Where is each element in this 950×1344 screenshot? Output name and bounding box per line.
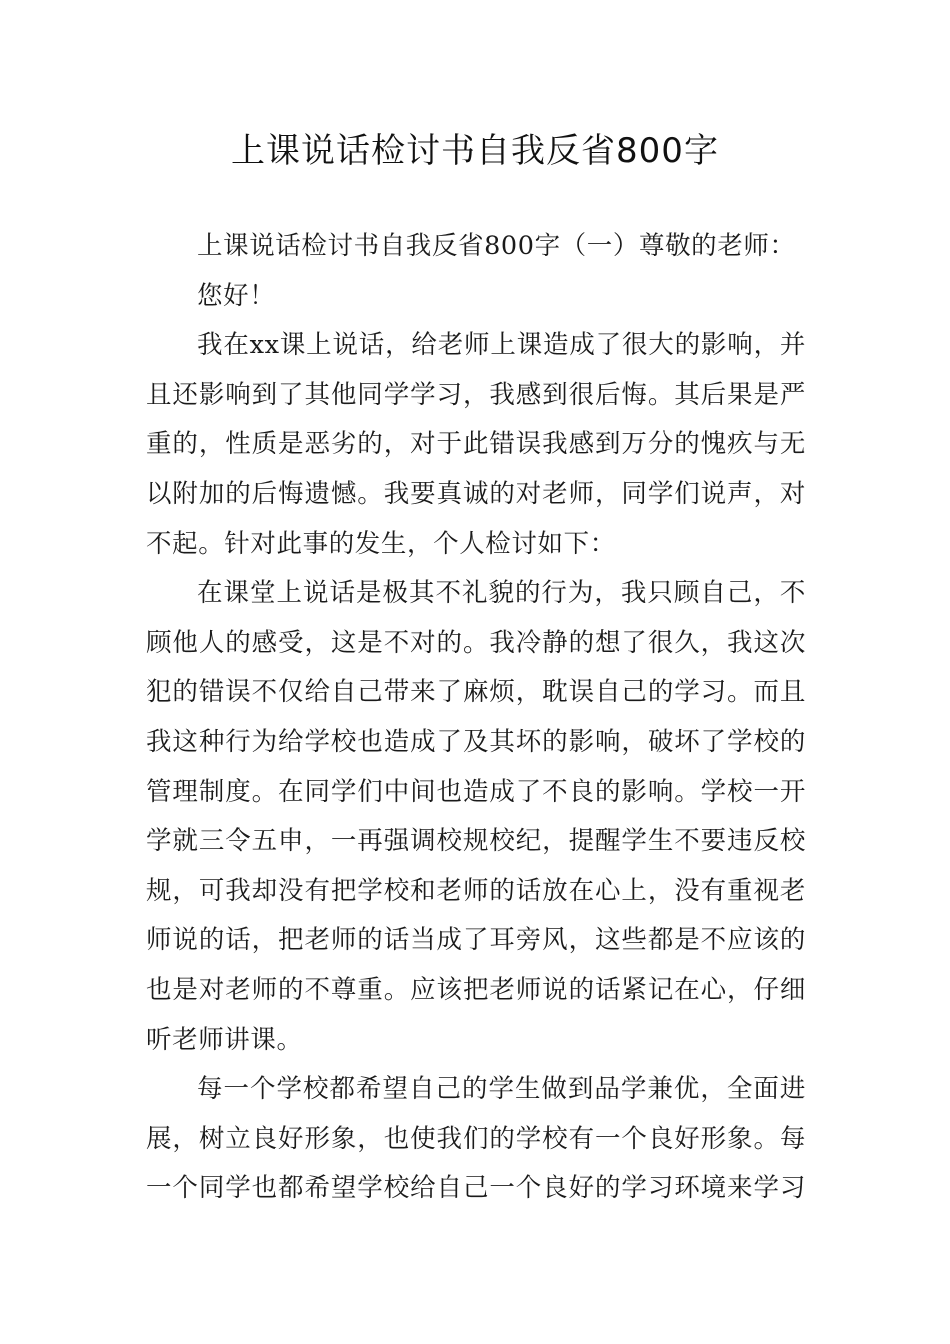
document-body bbox=[146, 222, 806, 1214]
paragraph-greeting: 您好！ bbox=[197, 280, 276, 311]
document-title: 上课说话检讨书自我反省800字 bbox=[231, 131, 719, 171]
paragraph-opening: 上课说话检讨书自我反省800字（一）尊敬的老师： bbox=[197, 231, 796, 261]
paragraph-reflection: 在课堂上说话是极其不礼貌的行为，我只顾自己，不顾他人的感受，这是不对的。我冷静的想了很久，我这次犯的错误不仅给自己带来了麻烦，耽误自己的学习。而且我这种行为给学校也造成了及其坏的影响，破坏了学校的管理制度。在同学们中间也造成了不良的影响。学校一开学就三令五申，一再强调校规校纪，提醒学生不要违反校规，可我却没有把学校和老师的话放在心上，没有重视老师说的话，把老师的话当成了耳旁风，这些都是不应该的也是对老师的不尊重。应该把老师说的话紧记在心，仔细听老师讲课。 bbox=[146, 578, 806, 1055]
paragraph-apology: 我在xx课上说话，给老师上课造成了很大的影响，并且还影响到了其他同学学习，我感到很后悔。其后果是严重的，性质是恶劣的，对于此错误我感到万分的愧疚与无以附加的后悔遗憾。我要真诚的对老师，同学们说声，对不起。针对此事的发生，个人检讨如下： bbox=[146, 330, 806, 559]
paragraph-school-image: 每一个学校都希望自己的学生做到品学兼优，全面进展，树立良好形象，也使我们的学校有一个良好形象。每一个同学也都希望学校给自己一个良好的学习环境来学习 bbox=[146, 1074, 806, 1204]
